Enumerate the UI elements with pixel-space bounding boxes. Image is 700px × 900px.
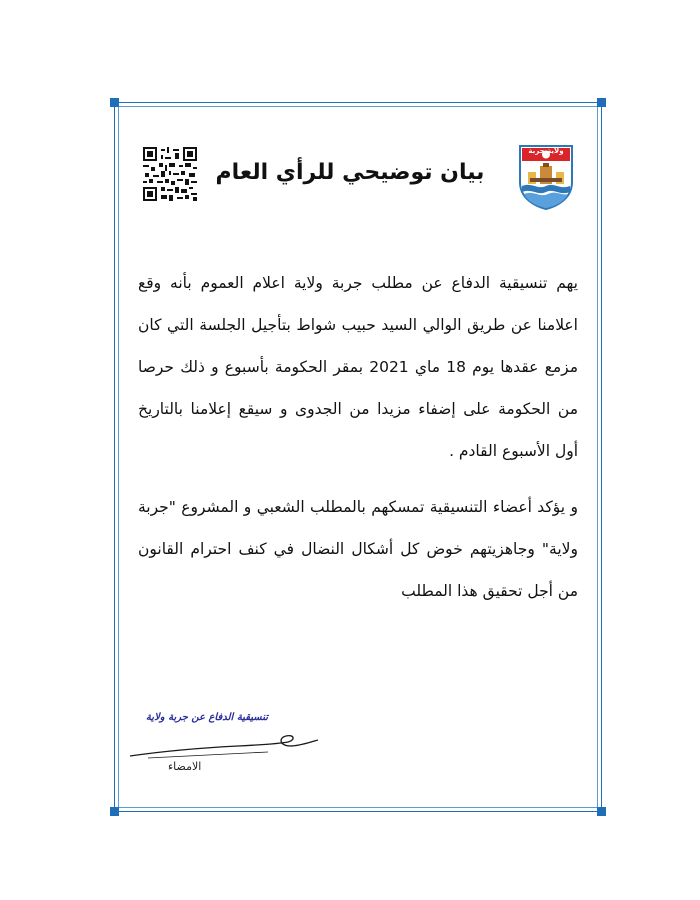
statement-body <box>138 262 578 626</box>
frame-corner-top-left <box>110 98 119 107</box>
emblem-label: ولاية جربة <box>528 147 564 155</box>
frame-corner-bottom-left <box>110 807 119 816</box>
page-title: بيان توضيحي للرأي العام <box>215 160 485 185</box>
signature-scribble-icon <box>128 726 328 766</box>
statement-paragraph-1: يهم تنسيقية الدفاع عن مطلب جربة ولاية اعلام العموم بأنه وقع اعلامنا عن طريق الوالي السيد حبيب شواط بتأجيل الجلسة التي كان مزمع عقدها يوم 18 ماي 2021 بمقر الحكومة بأسبوع و ذلك حرصا من الحكومة على إضفاء مزيدا من الجدوى و سيقع إعلامنا بالتاريخ أول الأسبوع القادم . <box>138 274 579 460</box>
qr-code-icon <box>143 147 197 201</box>
frame-corner-top-right <box>597 98 606 107</box>
signature-label: الامضاء <box>168 760 202 773</box>
statement-paragraph-2: و يؤكد أعضاء التنسيقية تمسكهم بالمطلب الشعبي و المشروع "جربة ولاية" وجاهزيتهم خوض كل أشكال النضال في كنف احترام القانون من أجل تحقيق هذا المطلب <box>138 498 578 600</box>
frame-corner-bottom-right <box>597 807 606 816</box>
signature-stamp-text: تنسيقية الدفاع عن جربة ولاية <box>145 712 268 723</box>
signature-block <box>128 712 328 792</box>
